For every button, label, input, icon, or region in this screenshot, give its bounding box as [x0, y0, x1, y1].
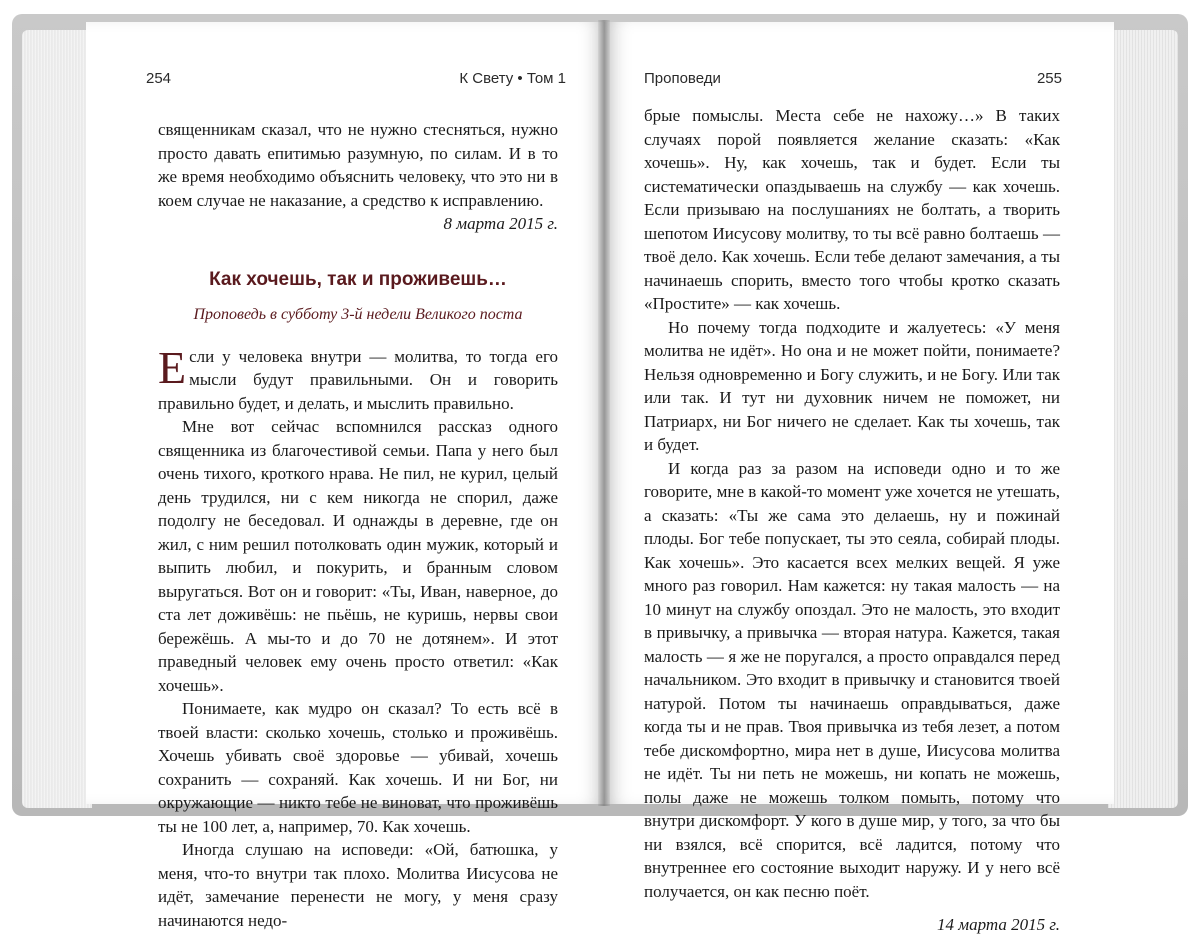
date: 14 марта 2015 г. — [936, 915, 1060, 934]
page-number-left: 254 — [146, 70, 172, 87]
page-number-right: 255 — [1036, 70, 1062, 87]
paragraph: Иногда слушаю на исповеди: «Ой, батюшка, у меня, что-то внутри так плохо. Молитва Иисусова не идёт, замечание перенести не могу, у меня сразу начинаются недо- — [158, 840, 558, 930]
left-page — [86, 22, 606, 930]
date: 8 марта 2015 г. — [443, 214, 558, 233]
book-gutter — [598, 20, 610, 806]
paragraph: Но почему тогда подходите и жалуетесь: «У меня молитва не идёт». Но она и не может пойти, понимаете? Нельзя одновременно и Богу служить, и не Богу. Или так или так. И тут ни духовник ничем не поможет, ни Патриарх, ни Бог ничего не сделает. Как ты хочешь, так и будет. — [644, 317, 1060, 454]
left-page-text — [158, 118, 558, 932]
right-page-text — [644, 104, 1060, 937]
running-head-right: Проповеди — [644, 70, 721, 87]
page-edges-right — [1108, 30, 1178, 808]
paragraph: И когда раз за разом на исповеди одно и то же говорите, мне в какой-то момент уже хочется не утешать, а сказать: «Ты же сама это делаешь, ну и пожинай плоды. Бог тебе попускает, ты это сеяла, собирай плоды. Как хочешь». Это касается всех мелких вещей. Я уже много раз говорил. Нам кажется: ну такая малость — на 10 минут на службу опоздал. Это не малость, это входит в привычку, а привычка — вторая натура. Кажется, такая малость — я же не поругался, а просто оправдался перед начальником. Это входит в привычку и становится твоей натурой. Потом ты начинаешь оправдываться, даже когда ты и не прав. Твоя привычка из тебя лезет, а потом тебе дискомфортно, мира нет в душе, Иисусова молитва не идёт. Ты ни петь не можешь, ни копать не можешь, полы даже не можешь толком помыть, потому что внутри дискомфорт. У кого в душе мир, у того, за что бы ни взялся, всё спорится, всё ладится, потому что внутреннее его состояние выходит наружу. И у него всё получается, он как песню поёт. — [644, 458, 1060, 901]
drop-cap: Е — [158, 341, 187, 393]
paragraph: брые помыслы. Места себе не нахожу…» В таких случаях порой появляется желание сказать: «Как хочешь». Ну, как хочешь, так и будет. Если ты систематически опаздываешь на службу — как хочешь. Если призываю на послушаниях не болтать, а творить шепотом Иисусову молитву, то ты всё равно болтаешь — твоё дело. Как хочешь. Если тебе делают замечания, а ты начинаешь спорить, вместо того чтобы кротко сказать «Простите» — как хочешь. — [644, 106, 1060, 313]
right-page — [604, 22, 1114, 934]
paragraph: Мне вот сейчас вспомнился рассказ одного священника из благочестивой семьи. Папа у него был очень тихого, кроткого нрава. Не пил, не курил, целый день трудился, ни с кем никогда не спорил, даже подолгу не беседовал. И однажды в деревне, где он жил, с ним решил потолковать один мужик, который и выпить любил, и покурить, и бранным словом выругаться. Вот он и говорит: «Ты, Иван, наверное, до ста лет доживёшь: не пьёшь, не куришь, нервы свои бережёшь. А мы-то и до 70 не дотянем». И этот праведный человек ему очень просто ответил: «Как хочешь». — [158, 417, 558, 695]
paragraph-text: сли у человека внутри — молитва, то тогда его мысли будут правильными. Он и говорить правильно будет, и делать, и мыслить правильно. — [158, 346, 558, 413]
page-edges-left — [22, 30, 92, 808]
paragraph: Понимаете, как мудро он сказал? То есть всё в твоей власти: сколько хочешь, столько и проживёшь. Хочешь убивать своё здоровье — убивай, хочешь сохранить — сохраняй. Как хочешь. И ни Бог, ни окружающие — никто тебе не виноват, что проживёшь ты не 100 лет, а, например, 70. Как хочешь. — [158, 699, 558, 836]
running-head-left: К Свету • Том 1 — [459, 70, 566, 87]
paragraph — [158, 341, 558, 416]
sermon-subtitle: Проповедь в субботу 3-й недели Великого поста — [193, 306, 523, 323]
paragraph: священникам сказал, что не нужно стесняться, нужно просто давать епитимью разумную, по силам. И в то же время необходимо объяснить человеку, что это ни в коем случае не наказание, а средство к исправлению. — [158, 120, 558, 210]
sermon-title: Как хочешь, так и проживешь… — [209, 268, 507, 290]
